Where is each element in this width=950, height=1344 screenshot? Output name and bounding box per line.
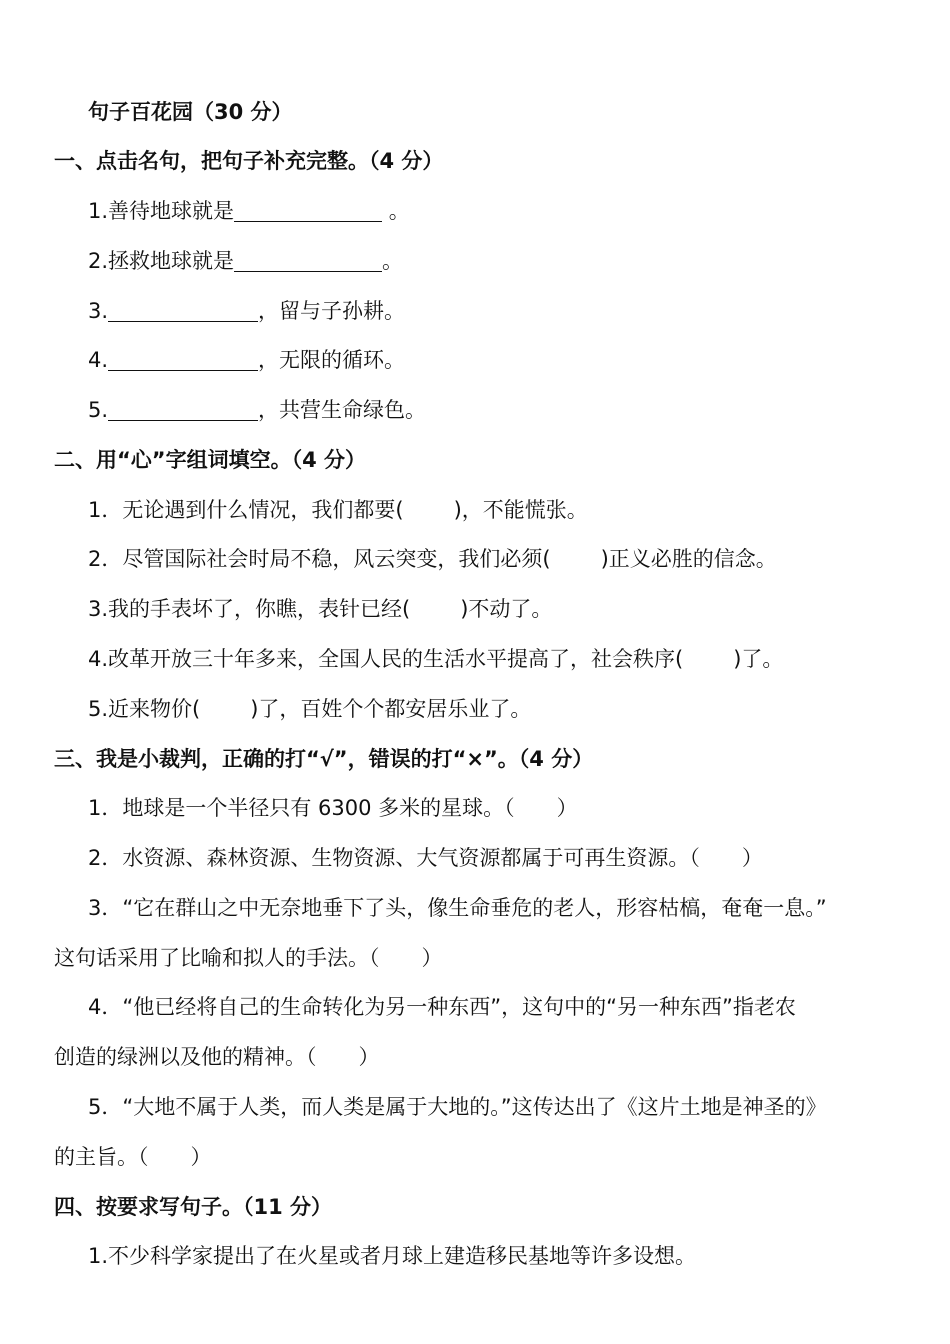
s1-question-1: 1.善待地球就是 。 <box>88 199 410 223</box>
s3-question-5-line-2: 的主旨。（ ） <box>54 1145 212 1169</box>
answer-blank[interactable] <box>234 249 382 272</box>
s3-question-2: 2．水资源、森林资源、生物资源、大气资源都属于可再生资源。（ ） <box>88 846 763 870</box>
section-2-heading: 二、用“心”字组词填空。（4 分） <box>54 448 367 472</box>
section-1-heading: 一、点击名句，把句子补充完整。（4 分） <box>54 149 444 173</box>
section-4-heading: 四、按要求写句子。（11 分） <box>54 1195 333 1219</box>
s3-question-5-line-1: 5．“大地不属于人类，而人类是属于大地的。”这传达出了《这片土地是神圣的》 <box>88 1095 827 1119</box>
s2-question-3: 3.我的手表坏了，你瞧，表针已经( )不动了。 <box>88 597 553 621</box>
s3-question-1: 1．地球是一个半径只有 6300 多米的星球。（ ） <box>88 796 578 820</box>
s1-question-4: 4. ，无限的循环。 <box>88 348 406 372</box>
s1-question-2: 2.拯救地球就是 。 <box>88 249 404 273</box>
s3-question-4-line-2: 创造的绿洲以及他的精神。（ ） <box>54 1045 380 1069</box>
s3-question-4-line-1: 4．“他已经将自己的生命转化为另一种东西”，这句中的“另一种东西”指老农 <box>88 995 796 1019</box>
s1-question-5: 5. ，共营生命绿色。 <box>88 398 427 422</box>
answer-blank[interactable] <box>108 348 258 371</box>
section-3-heading: 三、我是小裁判，正确的打“√”，错误的打“×”。（4 分） <box>54 747 594 771</box>
answer-blank[interactable] <box>108 398 258 421</box>
section-title: 句子百花园（30 分） <box>88 100 293 124</box>
s2-question-4: 4.改革开放三十年多来，全国人民的生活水平提高了，社会秩序( )了。 <box>88 647 784 671</box>
answer-blank[interactable] <box>234 199 382 222</box>
s2-question-2: 2．尽管国际社会时局不稳，风云突变，我们必须( )正义必胜的信念。 <box>88 547 777 571</box>
s1-question-3: 3. ，留与子孙耕。 <box>88 299 406 323</box>
s4-question-1: 1.不少科学家提出了在火星或者月球上建造移民基地等许多设想。 <box>88 1244 697 1268</box>
s3-question-3-line-1: 3．“它在群山之中无奈地垂下了头，像生命垂危的老人，形容枯槁，奄奄一息。” <box>88 896 827 920</box>
answer-blank[interactable] <box>108 299 258 322</box>
s3-question-3-line-2: 这句话采用了比喻和拟人的手法。（ ） <box>54 946 443 970</box>
s2-question-1: 1．无论遇到什么情况，我们都要( )，不能慌张。 <box>88 498 588 522</box>
s2-question-5: 5.近来物价( )了，百姓个个都安居乐业了。 <box>88 697 532 721</box>
